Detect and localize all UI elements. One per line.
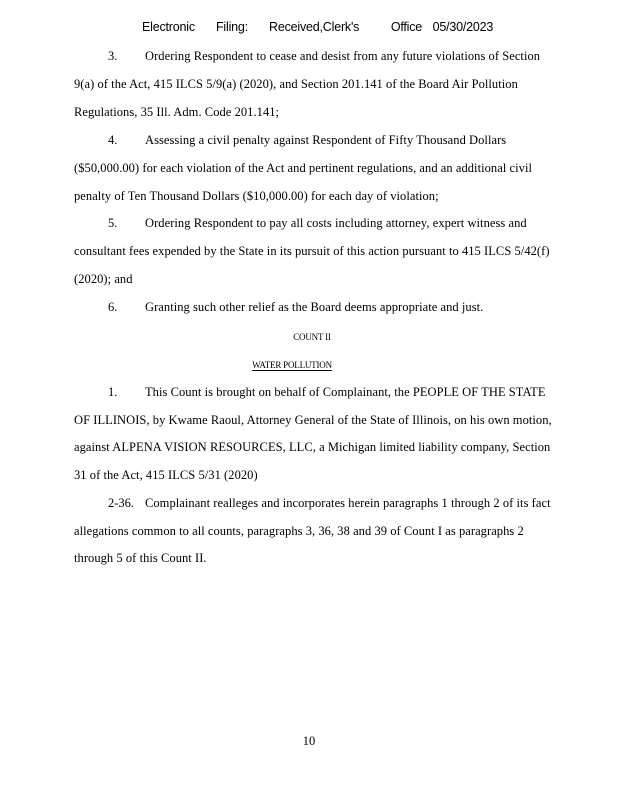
paragraph-line: Ordering Respondent to pay all costs including attorney, expert witness and (145, 216, 527, 230)
count-title: COUNT II (293, 332, 331, 342)
paragraph-line: through 5 of this Count II. (74, 551, 207, 565)
paragraph-number: 5. (108, 216, 118, 230)
paragraph-line: 9(a) of the Act, 415 ILCS 5/9(a) (2020), and Section 201.141 of the Board Air Pollution (74, 77, 518, 91)
paragraph-line: Complainant realleges and incorporates herein paragraphs 1 through 2 of its fact (145, 496, 551, 510)
filing-stamp-header: Electronic Filing: Received,Clerk's Office 05/30/2023 (142, 20, 494, 34)
paragraph-number: 1. (108, 385, 118, 399)
paragraph-line: Assessing a civil penalty against Respondent of Fifty Thousand Dollars (145, 133, 507, 147)
paragraph-line: penalty of Ten Thousand Dollars ($10,000.00) for each day of violation; (74, 189, 439, 203)
paragraph-number: 6. (108, 300, 118, 314)
page-number: 10 (302, 734, 316, 748)
paragraph-line: against ALPENA VISION RESOURCES, LLC, a Michigan limited liability company, Section (74, 440, 551, 454)
paragraph-line: Regulations, 35 Ill. Adm. Code 201.141; (74, 105, 280, 119)
paragraph-line: This Count is brought on behalf of Complainant, the PEOPLE OF THE STATE (145, 385, 546, 399)
paragraph-number: 4. (108, 133, 118, 147)
count-subtitle (0, 360, 615, 370)
paragraph-line: OF ILLINOIS, by Kwame Raoul, Attorney General of the State of Illinois, on his own motion, (74, 413, 552, 427)
paragraph-line: (2020); and (74, 272, 133, 286)
paragraph-line: allegations common to all counts, paragraphs 3, 36, 38 and 39 of Count I as paragraphs 2 (74, 524, 524, 538)
count-subtitle-text: WATER POLLUTION (252, 360, 332, 370)
paragraph-line: consultant fees expended by the State in its pursuit of this action pursuant to 415 ILCS 5/42(f) (74, 244, 550, 258)
paragraph-line: Granting such other relief as the Board deems appropriate and just. (145, 300, 484, 314)
paragraph-line: Ordering Respondent to cease and desist from any future violations of Section (145, 49, 541, 63)
paragraph-number: 3. (108, 49, 118, 63)
paragraph-line: ($50,000.00) for each violation of the Act and pertinent regulations, and an additional civil (74, 161, 532, 175)
paragraph-number: 2-36. (108, 496, 135, 510)
paragraph-line: 31 of the Act, 415 ILCS 5/31 (2020) (74, 468, 258, 482)
